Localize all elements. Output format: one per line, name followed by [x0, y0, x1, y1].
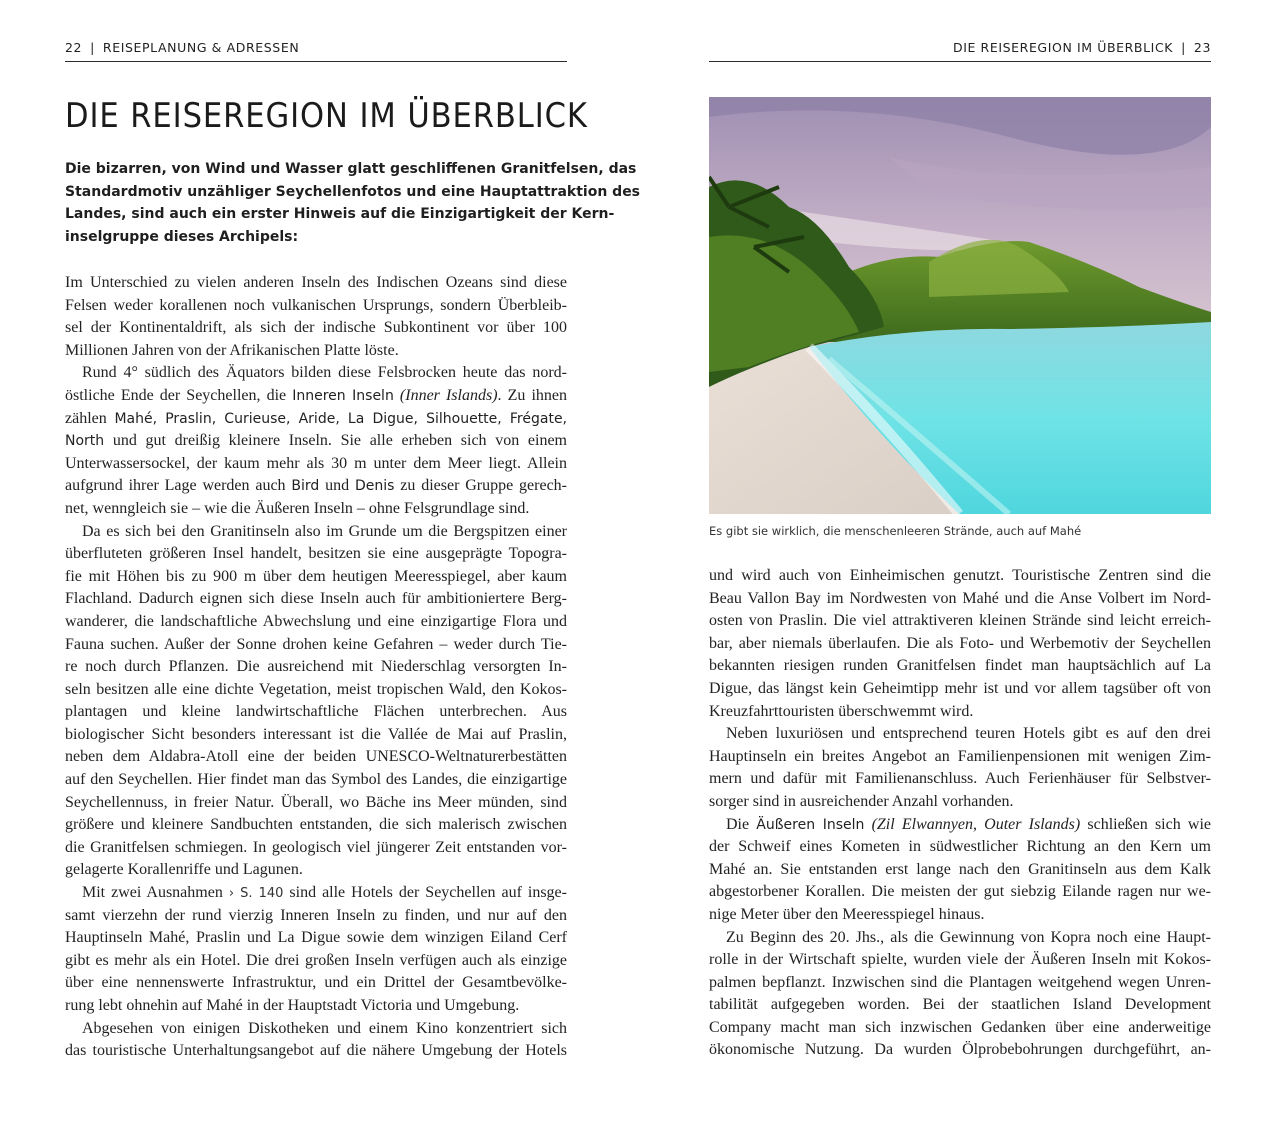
- body-line: Rund 4° südlich des Äquators bilden diese Felsbrocken heute das nord-: [82, 364, 567, 382]
- body-line: palmen bepflanzt. Inzwischen sind die Plantagen weitgehend wegen Unren-: [709, 973, 1211, 991]
- body-line: net, wenngleich sie – wie die Äußeren Inseln – ohne Felsgrundlage sind.: [65, 499, 530, 517]
- body-line: abgestorbener Korallen. Die meisten der gut siebzig Eilande ragen nur we-: [709, 883, 1211, 901]
- body-line: sel der Kontinentaldrift, als sich der indische Subkontinent vor über 100: [65, 319, 567, 337]
- text-run: zu dieser Gruppe gerech-: [394, 477, 568, 495]
- body-line: und wird auch von Einheimischen genutzt. Touristische Zentren sind die: [709, 567, 1211, 584]
- body-line: Fauna suchen. Außer der Sonne drohen keine Gefahren – weder durch Tie-: [65, 635, 567, 653]
- text-run: aufgrund ihrer Lage werden auch: [65, 477, 292, 495]
- body-line: bar, aber niemals überlaufen. Die als Foto- und Werbemotiv der Seychellen: [709, 634, 1211, 652]
- lead-line: Die bizarren, von Wind und Wasser glatt geschliffenen Granitfelsen, das: [65, 161, 637, 177]
- right-page: [637, 0, 1275, 1122]
- body-line: das touristische Unterhaltungsangebot auf die nähere Umgebung der Hotels: [65, 1042, 567, 1060]
- body-line: Neben luxuriösen und entsprechend teuren Hotels gibt es auf den drei: [726, 725, 1211, 743]
- body-line: rolle in der Wirtschaft spielte, wurden viele der Äußeren Inseln mit Kokos-: [709, 951, 1211, 969]
- body-line: [65, 475, 567, 498]
- body-line: fie mit Höhen bis zu 900 m über dem heutigen Meeresspiegel, aber kaum: [65, 567, 567, 585]
- text-run: Die: [726, 815, 757, 833]
- body-line: [65, 408, 567, 431]
- body-line: Millionen Jahren von der Afrikanischen Platte löste.: [65, 341, 399, 359]
- beach-photo-illustration: [709, 97, 1211, 514]
- body-line: wanderer, die landschaftliche Abwechslung und eine einzigartige Flora und: [65, 612, 567, 630]
- body-line: [65, 882, 567, 905]
- body-line: mern und dafür mit Familienanschluss. Auch Ferienhäuser für Selbstver-: [709, 770, 1211, 788]
- body-line: ökonomische Nutzung. Da wurden Ölprobebohrungen durchgeführt, an-: [709, 1041, 1211, 1059]
- body-line: Seychellennuss, in freier Natur. Überall, wo Bäche ins Meer münden, sind: [65, 793, 567, 811]
- body-line: nige Meter über den Meeresspiegel hinaus.: [709, 905, 985, 923]
- body-line: tabilität aufgegeben worden. Bei der staatlichen Island Development: [709, 996, 1211, 1014]
- body-line: überfluteten größeren Insel handelt, besitzen sie eine ausgeprägte Topogra-: [65, 545, 567, 563]
- island-name-bird: Bird: [291, 478, 320, 495]
- body-line: Im Unterschied zu vielen anderen Inseln des Indischen Ozeans sind diese: [65, 274, 567, 291]
- island-name-north: North: [65, 433, 105, 450]
- lead-line: inselgruppe dieses Archipels:: [65, 228, 299, 245]
- body-line: Digue, das längst kein Geheimtipp mehr ist und vor allem tagsüber oft von: [709, 679, 1211, 697]
- island-names: Mahé, Praslin, Curieuse, Aride, La Digue, Silhouette, Frégate,: [114, 410, 568, 427]
- left-header-section: REISEPLANUNG & ADRESSEN: [102, 40, 300, 55]
- body-line: gibt es mehr als ein Hotel. Die drei großen Inseln verfügen auch als einzige: [65, 951, 567, 969]
- outer-islands-term: Äußeren Inseln: [756, 816, 865, 833]
- body-line: [65, 385, 567, 408]
- text-run: zählen: [65, 409, 115, 427]
- body-line: Flachland. Dadurch eignen sich diese Inseln auch für ambitioniertere Berg-: [65, 590, 567, 608]
- left-running-head: [65, 40, 567, 62]
- body-line: gelagerte Korallenriffe und Lagunen.: [65, 861, 303, 879]
- right-header-section: DIE REISEREGION IM ÜBERBLICK: [952, 40, 1174, 55]
- text-run: Mit zwei Ausnahmen: [82, 884, 229, 902]
- body-line: [65, 430, 567, 453]
- body-line: über eine nennenswerte Infrastruktur, und ein Drittel der Gesamtbevölke-: [65, 974, 567, 992]
- island-name-denis: Denis: [354, 478, 395, 495]
- header-separator: |: [1181, 40, 1186, 55]
- inner-islands-english: (Inner Islands): [399, 386, 498, 404]
- right-running-head: [709, 40, 1211, 62]
- text-run: . Zu ihnen: [497, 386, 568, 404]
- body-line: Unterwassersockel, der kaum mehr als 30 m unter dem Meer liegt. Allein: [65, 454, 567, 472]
- body-line: seln besitzen alle eine dichte Vegetation, meist tropischen Wald, den Kokos-: [65, 680, 567, 698]
- body-line: plantagen und kleine landwirtschaftliche Flächen unterbrechen. Aus: [65, 703, 567, 721]
- body-line: sorger sind in ausreichender Anzahl vorhanden.: [709, 792, 1014, 810]
- body-line: Hauptinseln ein breites Angebot an Familienpensionen mit wenigen Zim-: [709, 747, 1211, 765]
- inner-islands-term: Inneren Inseln: [292, 387, 394, 404]
- body-line: Company macht man sich inzwischen Gedanken über eine anderweitige: [709, 1018, 1211, 1036]
- body-line: [709, 814, 1211, 837]
- text-run: sind alle Hotels der Seychellen auf insge-: [283, 884, 567, 902]
- lead-line: Standardmotiv unzähliger Seychellenfotos und eine Hauptattraktion des: [65, 183, 641, 200]
- body-line: Zu Beginn des 20. Jhs., als die Gewinnung von Kopra noch eine Haupt-: [726, 928, 1211, 946]
- outer-islands-names: (Zil Elwannyen, Outer Islands): [871, 815, 1081, 833]
- photo-caption: Es gibt sie wirklich, die menschenleeren Strände, auch auf Mahé: [709, 524, 1082, 538]
- page-reference-link[interactable]: › S. 140: [228, 886, 284, 902]
- body-line: der Schweif eines Kometen in südwestlicher Richtung an den Kern um: [709, 838, 1211, 856]
- text-run: [864, 816, 871, 833]
- body-line: größere und kleinere Sandbuchten entstanden, die sich malerisch zwischen: [65, 816, 567, 834]
- body-line: Abgesehen von einigen Diskotheken und einem Kino konzentriert sich: [82, 1019, 567, 1037]
- body-line: osten von Praslin. Die viel attraktiveren kleinen Strände sind leicht erreich-: [709, 612, 1211, 630]
- body-line: Mahé an. Sie entstanden erst lange nach den Granitinseln aus dem Kalk: [709, 860, 1211, 878]
- body-line: biologischer Sicht besonders interessant ist die Vallée de Mai auf Praslin,: [65, 725, 567, 743]
- body-line: neben dem Aldabra-Atoll eine der beiden UNESCO-Weltnaturerbestätten: [65, 748, 567, 766]
- body-line: die Granitfelsen schmiegen. In geologisch viel jüngerer Zeit entstanden vor-: [65, 838, 567, 856]
- right-page-number: 23: [1193, 40, 1211, 55]
- body-line: rung lebt ohnehin auf Mahé in der Hauptstadt Victoria und Umgebung.: [65, 997, 520, 1014]
- lead-paragraph: [65, 158, 641, 248]
- right-body-text: [709, 565, 1211, 1062]
- text-run: schließen sich wie: [1080, 815, 1211, 833]
- body-line: Felsen weder korallenen noch vulkanischen Ursprungs, sondern Überbleib-: [65, 296, 567, 314]
- chapter-title: DIE REISEREGION IM ÜBERBLICK: [65, 96, 588, 136]
- body-line: auf den Seychellen. Hier findet man das Symbol des Landes, die einzigartige: [65, 771, 567, 789]
- text-run: östliche Ende der Seychellen, die: [65, 386, 293, 404]
- body-line: Da es sich bei den Granitinseln also im Grunde um die Bergspitzen einer: [82, 522, 567, 540]
- body-line: Hauptinseln Mahé, Praslin und La Digue sowie dem winzigen Eiland Cerf: [65, 929, 567, 947]
- header-separator: |: [90, 40, 95, 55]
- lead-line: Landes, sind auch ein erster Hinweis auf die Einzigartigkeit der Kern-: [65, 206, 615, 222]
- body-line: Kreuzfahrttouristen überschwemmt wird.: [709, 702, 974, 720]
- body-line: bekannten riesigen runden Granitfelsen findet man hauptsächlich auf La: [709, 657, 1211, 675]
- body-line: Beau Vallon Bay im Nordwesten von Mahé und die Anse Volbert im Nord-: [709, 589, 1211, 607]
- left-page-number: 22: [65, 40, 83, 55]
- text-run: und gut dreißig kleinere Inseln. Sie alle erheben sich von einem: [104, 432, 567, 450]
- left-body-text: [65, 272, 567, 1063]
- body-line: samt vierzehn der rund vierzig Inneren Inseln zu finden, und nur auf den: [65, 906, 567, 924]
- body-line: re noch durch Pflanzen. Die ausreichend mit Niederschlag versorgten In-: [65, 658, 567, 676]
- text-run: und: [319, 477, 355, 495]
- beach-photo: [709, 97, 1211, 514]
